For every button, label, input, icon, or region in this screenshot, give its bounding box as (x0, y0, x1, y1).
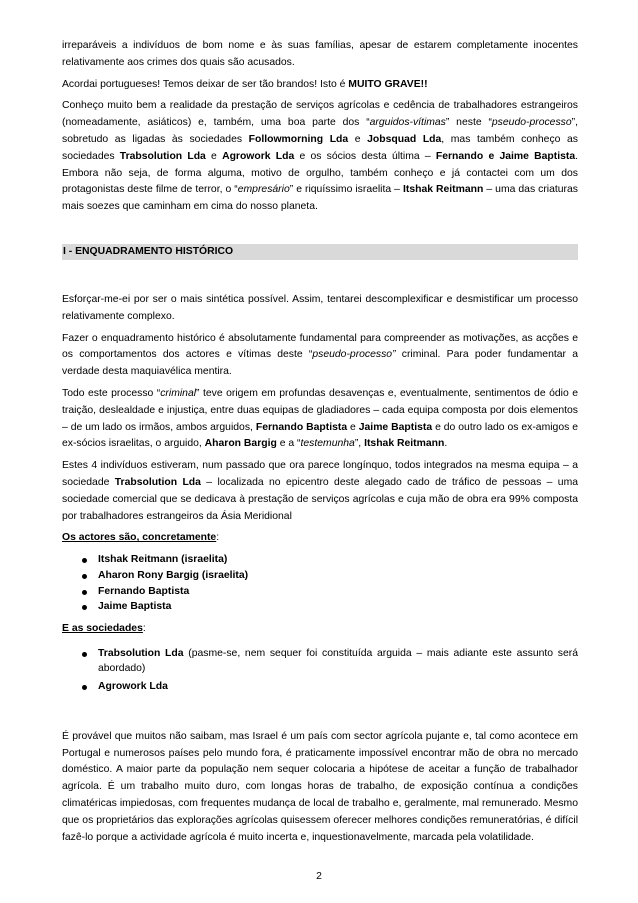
paragraph-intro-2: Acordai portugueses! Temos deixar de ser tão brandos! Isto é MUITO GRAVE!! (62, 78, 428, 90)
paragraph-section-4: Estes 4 indivíduos estiveram, num passado que ora parece longínquo, todos integrados na mesma equipa – a sociedade Trabsolution Lda – localizada no epicentro deste alegado cado de tráfico de pessoas – uma sociedade comercial que se dedicava à prestação de serviços agrícolas e cuja mão de obra era 99% composta por trabalhadores estrangeiros da Ásia Meridional (62, 460, 579, 522)
actors-list (62, 552, 578, 615)
section-heading: I - ENQUADRAMENTO HISTÓRICO (62, 244, 578, 260)
list-item: Trabsolution Lda (pasme-se, nem sequer foi constituída arguida – mais adiante este assunto será abordado) (62, 646, 578, 677)
paragraph-section-1: Esforçar-me-ei por ser o mais sintética possível. Assim, tentarei descomplexificar e desmistificar um processo relativamente complexo. (62, 293, 578, 322)
bullet-icon (82, 605, 87, 610)
bullet-icon (82, 590, 87, 595)
companies-list (62, 646, 578, 695)
page-number: 2 (316, 871, 322, 882)
paragraph-section-5: É provável que muitos não saibam, mas Israel é um país com sector agrícola pujante e, tal como acontece em Portugal e numerosos países pelo mundo fora, é praticamente impossível encontrar mão de obra no mercado doméstico. A maior parte da população nem sequer colocaria a hipótese de aceitar a função de trabalhador agrícola. É um trabalho muito duro, com longas horas de trabalho, de exposição contínua a condições climatéricas impiedosas, com frequentes mudança de local de trabalho e, geralmente, mal remunerado. Mesmo que os proprietários das explorações agrícolas quisessem oferecer melhores condições remuneratórias, é difícil fazê-lo porque a actividade agrícola é muito incerta e, inquestionavelmente, marcada pela volatilidade. (62, 730, 578, 843)
list-item: Fernando Baptista (62, 584, 578, 600)
paragraph-intro-3: Conheço muito bem a realidade da prestação de serviços agrícolas e cedência de trabalhadores estrangeiros (nomeadamente, asiáticos) e, também, uma boa parte dos “arguidos-vítimas” neste “pseudo-processo”, sobretudo as ligadas às sociedades Followmorning Lda e Jobsquad Lda, mas também conheço as sociedades Trabsolution Lda e Agrowork Lda e os sócios desta última – Fernando e Jaime Baptista. Embora não seja, de forma alguma, motivo de orgulho, também conheço e já contactei com um dos protagonistas deste filme de terror, o “empresário” e riquíssimo israelita – Itshak Reitmann – uma das criaturas mais soezes que caminham em cima do nosso planeta. (62, 100, 579, 213)
paragraph-section-2: Fazer o enquadramento histórico é absolutamente fundamental para compreender as motivações, as acções e os comportamentos dos actores e vítimas deste “pseudo-processo” criminal. Para poder fundamentar a verdade desta maquiavélica mentira. (62, 332, 578, 378)
list-item: Itshak Reitmann (israelita) (62, 552, 578, 568)
bullet-icon (82, 574, 87, 579)
bullet-icon (82, 685, 87, 690)
list-item: Jaime Baptista (62, 599, 578, 615)
actors-title: Os actores são, concretamente: (62, 532, 220, 544)
companies-title: E as sociedades: (62, 622, 146, 634)
document-page (62, 0, 578, 846)
bullet-icon (82, 652, 87, 657)
list-item: Aharon Rony Bargig (israelita) (62, 568, 578, 584)
paragraph-section-3: Todo este processo “criminal” teve origem em profundas desavenças e, eventualmente, sentimentos de ódio e traição, deslealdade e injustiça, entre duas equipas de gladiadores – cada equipa composta por dois elementos – de um lado os irmãos, ambos arguidos, Fernando Baptista e Jaime Baptista e do outro lado os ex-amigos e ex-sócios israelitas, o arguido, Aharon Bargig e a “testemunha”, Itshak Reitmann. (62, 387, 579, 450)
list-item: Agrowork Lda (62, 679, 578, 695)
paragraph-intro-1: irreparáveis a indivíduos de bom nome e às suas famílias, apesar de estarem completamente inocentes relativamente aos crimes dos quais são acusados. (62, 40, 578, 68)
bullet-icon (82, 558, 87, 563)
